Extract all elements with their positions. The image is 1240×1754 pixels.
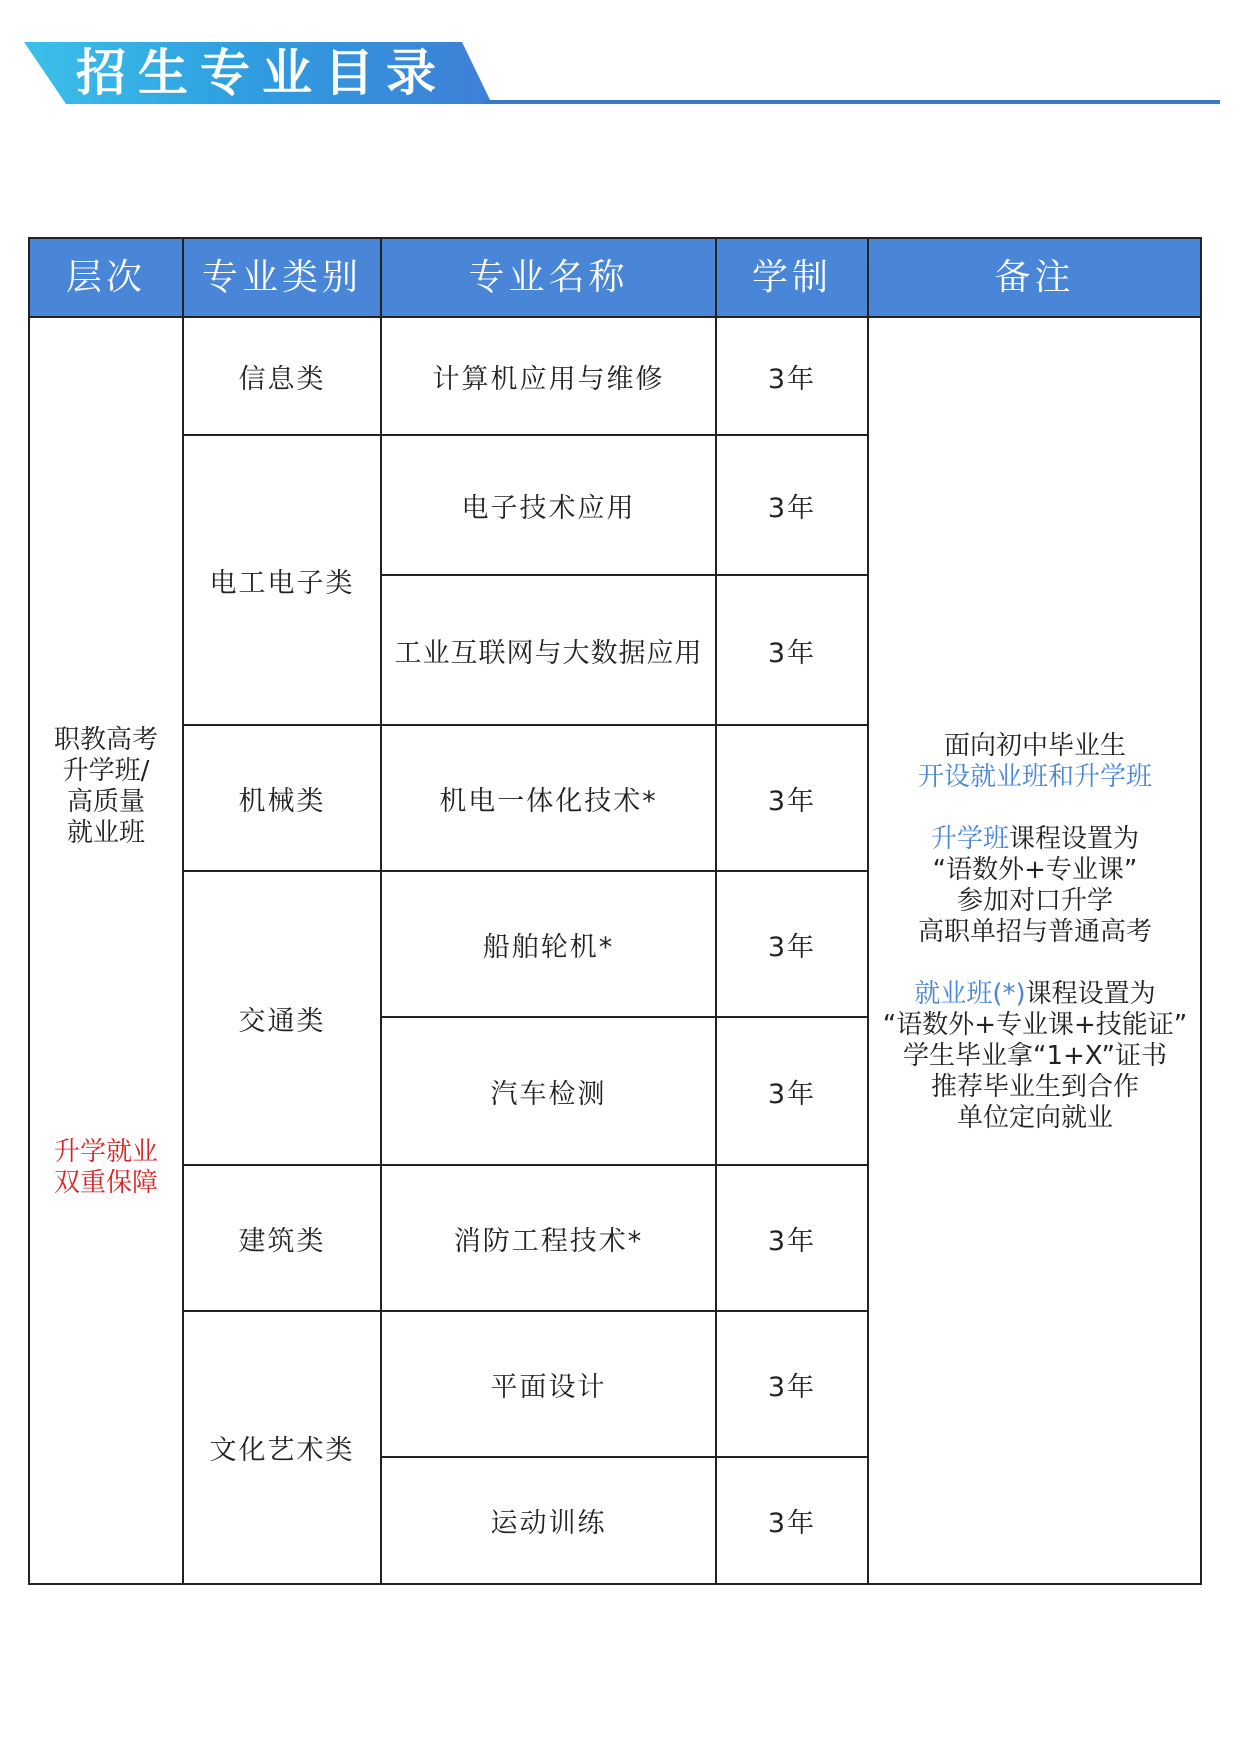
major-duration: 3年	[767, 363, 817, 395]
slogan-line: 双重保障	[53, 1168, 158, 1198]
major-name: 船舶轮机*	[482, 931, 615, 963]
remark-line	[870, 824, 1200, 855]
title-banner	[24, 38, 1220, 108]
category-electrical: 电工电子类	[209, 567, 355, 599]
header-level: 层次	[65, 257, 146, 298]
major-name: 平面设计	[490, 1371, 607, 1403]
major-name: 计算机应用与维修	[432, 363, 665, 395]
category-mechanical: 机械类	[238, 785, 326, 817]
level-line: 职教高考	[53, 725, 158, 755]
level-text	[30, 725, 182, 849]
level-line: 升学班/	[62, 756, 150, 786]
remark-line: “语数外+专业课+技能证”	[882, 1010, 1188, 1040]
level-line: 就业班	[66, 818, 145, 848]
major-duration: 3年	[767, 1078, 817, 1110]
major-name: 消防工程技术*	[453, 1225, 644, 1257]
header-duration: 学制	[751, 257, 832, 298]
major-duration: 3年	[767, 931, 817, 963]
remark-line: 面向初中毕业生	[943, 731, 1126, 761]
major-name: 工业互联网与大数据应用	[394, 637, 703, 669]
banner-underline	[484, 100, 1220, 104]
remark-line: 学生毕业拿“1+X”证书	[902, 1041, 1168, 1071]
level-line: 高质量	[66, 787, 145, 817]
remark-line: 推荐毕业生到合作	[930, 1072, 1139, 1102]
major-duration: 3年	[767, 492, 817, 524]
major-duration: 3年	[767, 1371, 817, 1403]
category-construction: 建筑类	[238, 1225, 326, 1257]
remark-line: 开设就业班和升学班	[917, 762, 1152, 792]
major-duration: 3年	[767, 785, 817, 817]
category-transport: 交通类	[238, 1005, 326, 1037]
major-name: 电子技术应用	[461, 492, 636, 524]
page-title: 招生专业目录	[76, 43, 448, 102]
major-name: 机电一体化技术*	[439, 785, 658, 817]
remark-highlight: 就业班(*)	[914, 979, 1026, 1009]
column-divider	[867, 239, 869, 1583]
major-name: 汽车检测	[490, 1078, 607, 1110]
remark-line: 单位定向就业	[956, 1103, 1113, 1133]
category-info: 信息类	[238, 363, 326, 395]
remarks-text	[870, 731, 1200, 1134]
remark-line: 高职单招与普通高考	[917, 917, 1152, 947]
remark-line: 参加对口升学	[956, 886, 1113, 916]
slogan-line: 升学就业	[53, 1137, 158, 1167]
remark-line	[870, 979, 1200, 1010]
major-name: 运动训练	[490, 1508, 607, 1539]
majors-table	[28, 237, 1202, 1585]
category-culture-art: 文化艺术类	[209, 1435, 355, 1466]
remark-highlight: 升学班	[930, 824, 1009, 854]
remark-text: 课程设置为	[1025, 979, 1156, 1009]
remark-text: 课程设置为	[1009, 824, 1140, 854]
major-duration: 3年	[767, 1508, 817, 1539]
remark-line: “语数外+专业课”	[932, 855, 1138, 885]
major-duration: 3年	[767, 1225, 817, 1257]
major-duration: 3年	[767, 637, 817, 669]
header-category: 专业类别	[201, 257, 362, 298]
level-slogan	[30, 1137, 182, 1199]
header-major: 专业名称	[468, 257, 629, 298]
header-remarks: 备注	[994, 257, 1075, 298]
